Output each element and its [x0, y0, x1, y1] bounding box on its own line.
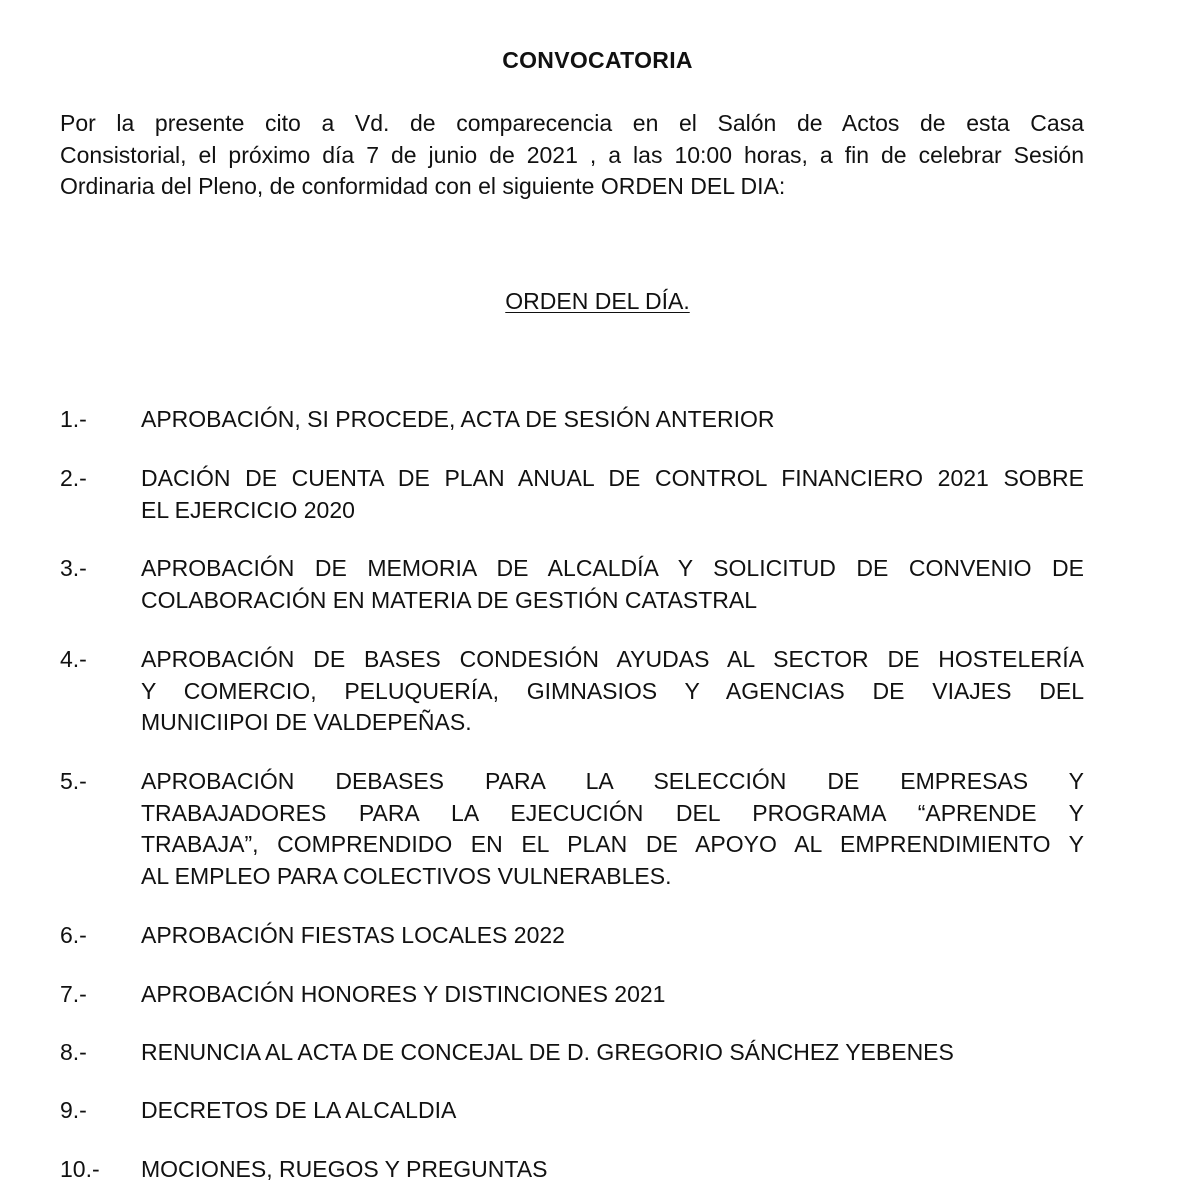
agenda-item-text	[141, 920, 1084, 952]
agenda-item-line: COLABORACIÓN EN MATERIA DE GESTIÓN CATASTRAL	[141, 586, 757, 613]
agenda-item-line: TRABAJADORES PARA LA EJECUCIÓN DEL PROGRAMA “APRENDE Y	[141, 799, 1084, 826]
agenda-item-line: Y COMERCIO, PELUQUERÍA, GIMNASIOS Y AGENCIAS DE VIAJES DEL	[141, 677, 1084, 704]
agenda-heading-text: ORDEN DEL DÍA.	[505, 288, 690, 314]
intro-line: Ordinaria del Pleno, de conformidad con el siguiente ORDEN DEL DIA:	[60, 173, 786, 199]
intro-line: Consistorial, el próximo día 7 de junio de 2021 , a las 10:00 horas, a fin de celebrar Sesión	[60, 141, 1084, 168]
agenda-item-4	[60, 644, 1084, 739]
agenda-item-text	[141, 1154, 1084, 1186]
agenda-item-line: RENUNCIA AL ACTA DE CONCEJAL DE D. GREGORIO SÁNCHEZ YEBENES	[141, 1039, 954, 1065]
agenda-item-8	[60, 1037, 1084, 1069]
agenda-item-2	[60, 463, 1084, 526]
agenda-item-line: APROBACIÓN FIESTAS LOCALES 2022	[141, 922, 565, 948]
agenda-item-text	[141, 979, 1084, 1011]
agenda-item-number: 4.-	[60, 646, 87, 672]
agenda-item-text	[141, 644, 1084, 739]
agenda-item-5	[60, 766, 1084, 892]
agenda-item-text	[141, 1037, 1084, 1069]
agenda-item-line: MOCIONES, RUEGOS Y PREGUNTAS	[141, 1156, 548, 1182]
agenda-item-line: APROBACIÓN HONORES Y DISTINCIONES 2021	[141, 981, 666, 1007]
agenda-item-line: APROBACIÓN DE BASES CONDESIÓN AYUDAS AL SECTOR DE HOSTELERÍA	[141, 646, 1084, 672]
agenda-item-9	[60, 1095, 1084, 1127]
agenda-heading	[0, 288, 1195, 315]
agenda-item-line: APROBACIÓN, SI PROCEDE, ACTA DE SESIÓN ANTERIOR	[141, 406, 775, 432]
agenda-item-text	[141, 463, 1084, 526]
agenda-item-number: 6.-	[60, 922, 87, 948]
agenda-item-1	[60, 404, 1084, 436]
agenda-item-text	[141, 404, 1084, 436]
agenda-item-line: EL EJERCICIO 2020	[141, 496, 355, 523]
agenda-item-number: 5.-	[60, 768, 87, 794]
intro-line: Por la presente cito a Vd. de comparecencia en el Salón de Actos de esta Casa	[60, 110, 1084, 136]
agenda-item-number: 8.-	[60, 1039, 87, 1065]
agenda-item-number: 10.-	[60, 1156, 100, 1182]
agenda-item-10	[60, 1154, 1084, 1186]
agenda-item-line: APROBACIÓN DEBASES PARA LA SELECCIÓN DE EMPRESAS Y	[141, 768, 1084, 794]
agenda-item-7	[60, 979, 1084, 1011]
agenda-item-line: DECRETOS DE LA ALCALDIA	[141, 1097, 457, 1123]
intro-paragraph	[60, 108, 1084, 203]
agenda-item-6	[60, 920, 1084, 952]
agenda-item-text	[141, 553, 1084, 616]
agenda-item-number: 3.-	[60, 555, 87, 581]
agenda-item-number: 7.-	[60, 981, 87, 1007]
agenda-item-number: 9.-	[60, 1097, 87, 1123]
agenda-item-line: MUNICIIPOI DE VALDEPEÑAS.	[141, 709, 472, 735]
agenda-item-line: AL EMPLEO PARA COLECTIVOS VULNERABLES.	[141, 862, 672, 889]
document-title: CONVOCATORIA	[502, 47, 693, 73]
agenda-item-line: DACIÓN DE CUENTA DE PLAN ANUAL DE CONTROL FINANCIERO 2021 SOBRE	[141, 465, 1084, 491]
agenda-item-line: APROBACIÓN DE MEMORIA DE ALCALDÍA Y SOLICITUD DE CONVENIO DE	[141, 555, 1084, 581]
agenda-item-3	[60, 553, 1084, 616]
agenda-item-text	[141, 1095, 1084, 1127]
agenda-item-number: 2.-	[60, 465, 87, 491]
agenda-item-number: 1.-	[60, 406, 87, 432]
agenda-item-text	[141, 766, 1084, 892]
agenda-item-line: TRABAJA”, COMPRENDIDO EN EL PLAN DE APOYO AL EMPRENDIMIENTO Y	[141, 831, 1084, 857]
